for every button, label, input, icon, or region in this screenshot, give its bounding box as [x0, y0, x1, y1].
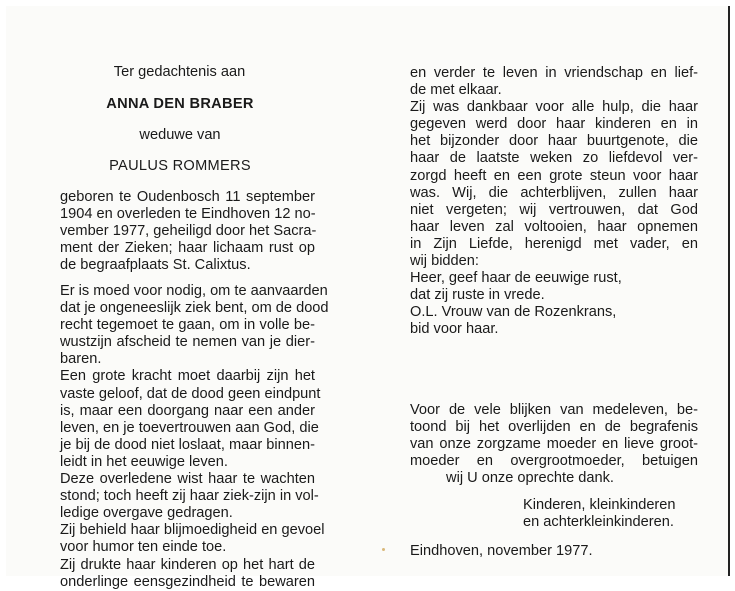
text-line: het bijzonder door haar buurtgenote, die [410, 133, 698, 150]
biography-line: de begraafplaats St. Calixtus. [60, 257, 251, 274]
thanks-line: Voor de vele blijken van medeleven, be- [410, 402, 698, 418]
biography-line: geboren te Oudenbosch 11 september [60, 189, 315, 205]
text-line: niet vergeten; wij vertrouwen, dat God [410, 201, 698, 218]
spouse-name: PAULUS ROMMERS [109, 158, 251, 174]
thanks-line: moeder en overgrootmoeder, betuigen [410, 453, 698, 470]
prayer-line: O.L. Vrouw van de Rozenkrans, [410, 304, 617, 321]
text-line: wustzijn afscheid te nemen van je dier- [60, 334, 315, 351]
reflection-block [60, 283, 329, 591]
text-line: gegeven werd door haar kinderen en in [410, 116, 698, 133]
text-line: stond; toch heeft zij haar ziek-zijn in vol- [60, 488, 319, 505]
text-line: Zij drukte haar kinderen op het hart de [60, 556, 315, 573]
text-line: haar leven zal voltooien, haar opnemen [410, 218, 698, 235]
ink-speck [382, 548, 385, 551]
signature-line: en achterkleinkinderen. [523, 514, 674, 531]
text-line: in Zijn Liefde, herenigd met vader, en [410, 235, 698, 252]
intro-text: Ter gedachtenis aan [113, 64, 246, 80]
text-line: Deze overledene wist haar te wachten [60, 471, 315, 488]
text-line: baren. [60, 351, 102, 368]
biography-line: 1904 en overleden te Eindhoven 12 no- [60, 206, 316, 223]
text-line: haar de laatste weken zo liefdevol ver- [410, 150, 698, 167]
text-line: de met elkaar. [410, 82, 502, 99]
continuation-block [410, 65, 698, 339]
biography-line: ment der Zieken; haar lichaam rust op [60, 240, 315, 257]
signature-line: Kinderen, kleinkinderen [523, 497, 676, 513]
text-line: Zij was dankbaar voor alle hulp, die haar [410, 99, 698, 116]
signature-block [523, 497, 676, 531]
text-line: Zij behield haar blijmoedigheid en gevoel [60, 522, 325, 539]
thanks-line: wij U onze oprechte dank. [446, 470, 614, 487]
deceased-name: ANNA DEN BRABER [106, 96, 254, 112]
thanks-block [410, 402, 698, 487]
text-line: dat je ongeneeslijk ziek bent, om de dood [60, 300, 329, 317]
text-line: Een grote kracht moet daarbij zijn het [60, 368, 315, 385]
text-line: ledige overgave gedragen. [60, 505, 233, 522]
text-line: je bij de dood niet loslaat, maar binnen- [60, 436, 315, 453]
text-line: zorgd heeft en een grote steun voor haar [410, 167, 698, 184]
text-line: vaste geloof, dat de dood geen eindpunt [60, 385, 321, 402]
relation-text: weduwe van [139, 127, 221, 143]
text-line: voor humor ten einde toe. [60, 539, 227, 556]
text-line: Er is moed voor nodig, om te aanvaarden [60, 283, 328, 299]
prayer-line: Heer, geef haar de eeuwige rust, [410, 270, 622, 287]
text-line: leven, en je toevertrouwen aan God, die [60, 419, 319, 436]
text-line: en verder te leven in vriendschap en lief- [410, 65, 698, 81]
prayer-line: bid voor haar. [410, 321, 499, 338]
text-line: onderlinge eensgezindheid te bewaren [60, 573, 315, 590]
text-line: leidt in het eeuwige leven. [60, 453, 228, 470]
text-line: is, maar een doorgang naar een ander [60, 402, 315, 419]
place-date: Eindhoven, november 1977. [410, 543, 593, 559]
prayer-line: dat zij ruste in vrede. [410, 287, 545, 304]
text-line: was. Wij, die achterblijven, zullen haar [410, 184, 698, 201]
text-line: wij bidden: [410, 253, 479, 270]
thanks-line: toond bij het overlijden en de begrafenis [410, 419, 698, 436]
thanks-line: van onze zorgzame moeder en lieve groot- [410, 436, 698, 453]
biography-block [60, 189, 315, 274]
biography-line: vember 1977, geheiligd door het Sacra- [60, 223, 317, 240]
text-line: recht tegemoet te gaan, om in volle be- [60, 317, 315, 334]
